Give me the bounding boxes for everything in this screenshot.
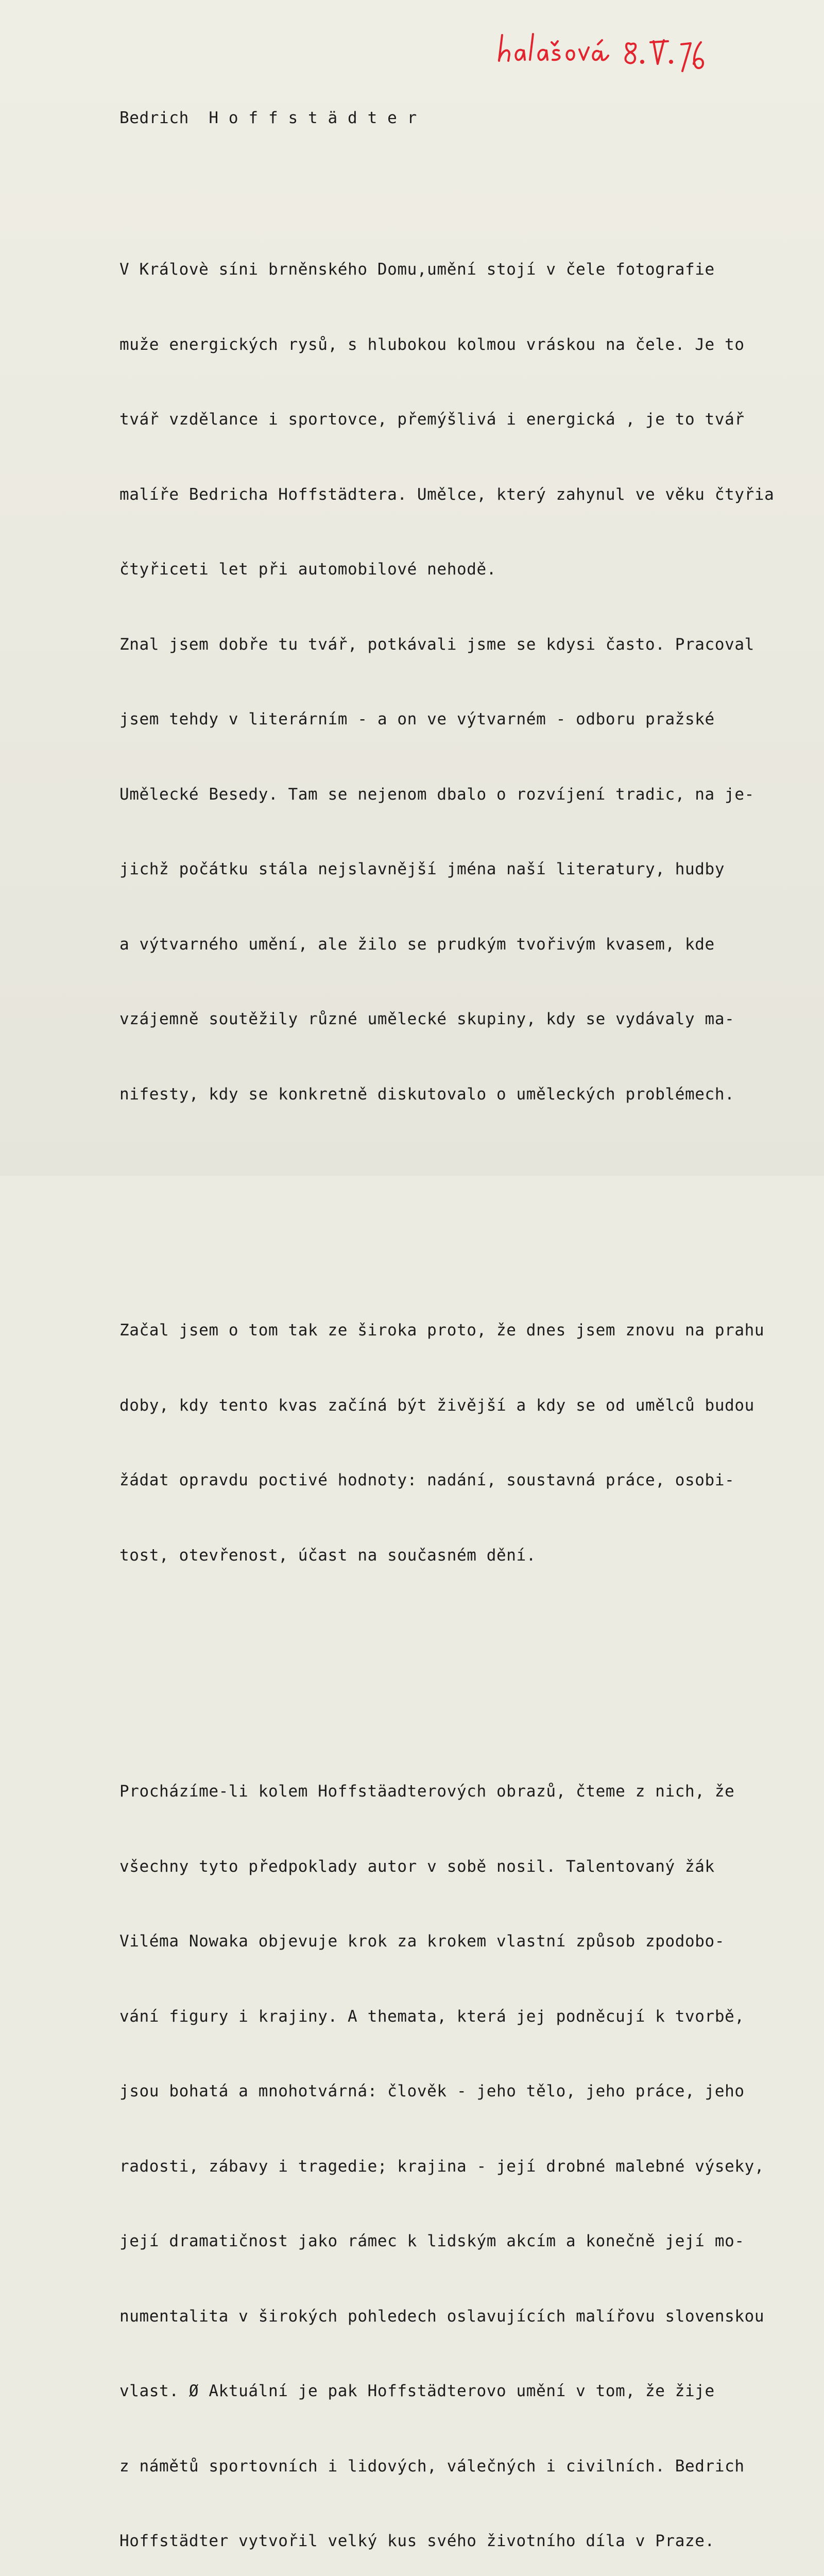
text-line: vlast. Ø Aktuální je pak Hoffstädterovo umění v tom, že žije: [119, 2382, 715, 2400]
text-line: jichž počátku stála nejslavnější jména naší literatury, hudby: [119, 860, 725, 878]
text-line: Znal jsem dobře tu tvář, potkávali jsme se kdysi často. Pracoval: [119, 635, 754, 654]
text-line: její dramatičnost jako rámec k lidským akcím a konečně její mo-: [119, 2232, 745, 2250]
text-line: všechny tyto předpoklady autor v sobě nosil. Talentovaný žák: [119, 1857, 715, 1876]
text-line: nifesty, kdy se konkretně diskutovalo o uměleckých problémech.: [119, 1084, 735, 1104]
text-line: žádat opravdu poctivé hodnoty: nadání, soustavná práce, osobi-: [119, 1471, 735, 1489]
text-line: a výtvarného umění, ale žilo se prudkým tvořivým kvasem, kde: [119, 935, 715, 954]
text-line: Umělecké Besedy. Tam se nejenom dbalo o rozvíjení tradic, na je-: [119, 785, 754, 804]
text-line: numentalita v širokých pohledech oslavujících malířovu slovenskou: [119, 2307, 765, 2326]
text-line: vání figury i krajiny. A themata, která jej podněcují k tvorbě,: [119, 2007, 745, 2026]
paragraph-2: [119, 1268, 774, 1618]
document-body: [119, 157, 774, 2576]
page-title: Bedrich H o f f s t ä d t e r: [119, 109, 417, 127]
text-line: Hoffstädter vytvořil velký kus svého životního díla v Praze.: [119, 2532, 715, 2550]
text-line: V Královè síni brněnského Domu,umění stojí v čele fotografie: [119, 260, 715, 279]
handwritten-annotation: [496, 30, 743, 81]
text-line: jsem tehdy v literárním - a on ve výtvarném - odboru pražské: [119, 710, 715, 728]
text-line: jsou bohatá a mnohotvárná: člověk - jeho tělo, jeho práce, jeho: [119, 2082, 745, 2100]
text-line: doby, kdy tento kvas začíná být živější a kdy se od umělců budou: [119, 1396, 754, 1415]
text-line: z námětů sportovních i lidových, válečných i civilních. Bedrich: [119, 2456, 745, 2476]
paragraph-1: [119, 207, 774, 1157]
text-line: Procházíme-li kolem Hoffstäadterových obrazů, čteme z nich, že: [119, 1782, 735, 1801]
paragraph-spacer: [119, 1207, 774, 1218]
text-line: tost, otevřenost, účast na současném dění.: [119, 1546, 537, 1565]
handwritten-annotation-drawing: [496, 30, 743, 81]
text-line: malíře Bedricha Hoffstädtera. Umělce, který zahynul ve věku čtyřia: [119, 485, 775, 504]
paragraph-spacer: [119, 1668, 774, 1679]
text-line: Začal jsem o tom tak ze široka proto, že dnes jsem znovu na prahu: [119, 1321, 765, 1340]
text-line: vzájemně soutěžily různé umělecké skupiny, kdy se vydávaly ma-: [119, 1010, 735, 1028]
paragraph-3: [119, 1729, 774, 2576]
text-line: radosti, zábavy i tragedie; krajina - její drobné malebné výseky,: [119, 2157, 765, 2176]
text-line: muže energických rysů, s hlubokou kolmou vráskou na čele. Je to: [119, 335, 745, 354]
text-line: čtyřiceti let při automobilové nehodě.: [119, 560, 497, 579]
text-line: tvář vzdělance i sportovce, přemýšlivá i energická , je to tvář: [119, 410, 745, 429]
text-line: Viléma Nowaka objevuje krok za krokem vlastní způsob zpodobo-: [119, 1932, 725, 1951]
